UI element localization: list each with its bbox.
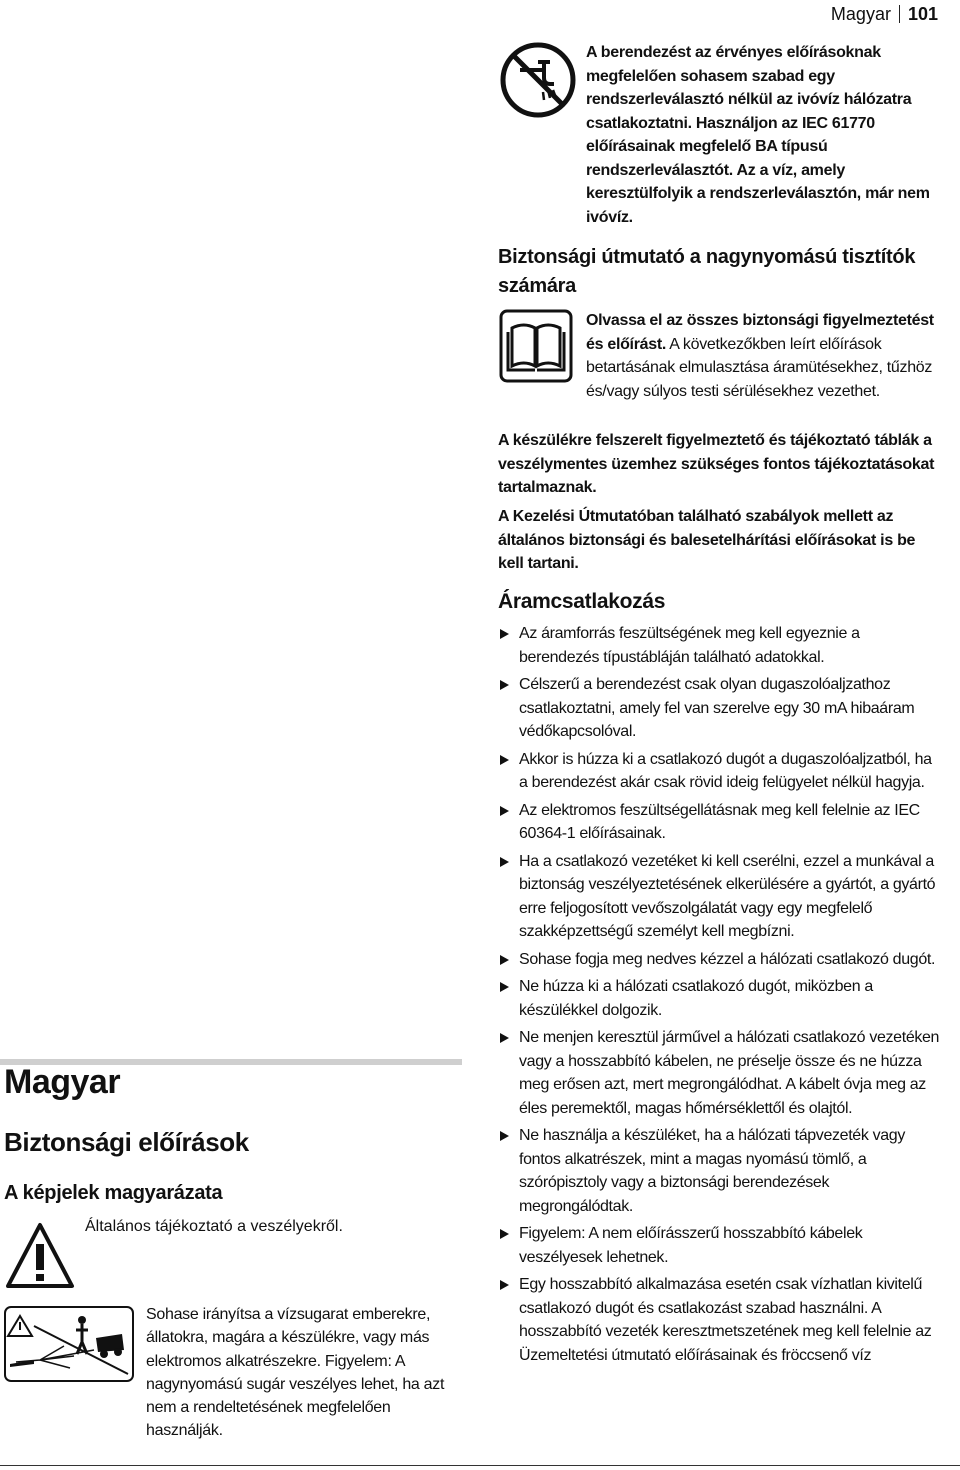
general-rules-paragraph: A Kezelési Útmutatóban található szabályok mellett az általános biztonsági és balesetelhárítási előírásokat is be kell tartani. [498, 508, 916, 572]
list-item: Akkor is húzza ki a csatlakozó dugót a dugaszolóaljzatból, ha a berendezést akár csak rövid ideig felügyelet nélkül hagyja. [498, 748, 943, 795]
section-title: Biztonsági előírások [4, 1127, 249, 1157]
general-hazard-info: Általános tájékoztató a veszélyekről. [85, 1218, 343, 1235]
list-item: Sohase fogja meg nedves kézzel a hálózati csatlakozó dugót. [498, 948, 943, 972]
read-manual-icon [498, 308, 574, 384]
warning-plates-paragraph: A készülékre felszerelt figyelmeztető és tájékoztató táblák a veszélymentes üzemhez szükséges fontos tájékoztatásokat tartalmaznak. [498, 432, 935, 496]
warning-triangle-icon [4, 1220, 76, 1292]
page-bottom-rule [0, 1465, 960, 1466]
water-warning-text: A berendezést az érvényes előírásoknak megfelelően sohasem szabad egy rendszerleválasztó nélkül az ivóvíz hálózatra csatlakoztatni. Használjon az IEC 61770 előírásainak megfelelő BA típusú rendszerleválasztót. Az a víz, amely keresztülfolyik a rendszerleválasztón, már nem ivóvíz. [586, 44, 930, 226]
header-section: Magyar [830, 4, 891, 24]
power-connection-heading: Áramcsatlakozás [498, 590, 666, 613]
bullet-triangle-icon [500, 857, 509, 867]
list-item: Ha a csatlakozó vezetéket ki kell cserélni, ezzel a munkával a biztonság veszélyeztetésének elkerülésére a gyártót, a gyártó erre feljogosított vevőszolgálatát vagy egy megfelelő szakképzettségű személyt kell megbízni. [498, 850, 943, 944]
header-separator [899, 5, 900, 23]
bullet-triangle-icon [500, 755, 509, 765]
read-instructions-bold: Olvassa el az összes biztonsági figyelmeztetést és előírást. [586, 312, 934, 353]
bullet-triangle-icon [500, 1131, 509, 1141]
bullet-triangle-icon [500, 1280, 509, 1290]
page-number: 101 [907, 4, 938, 24]
water-jet-hazard-icon [4, 1306, 134, 1382]
power-connection-list [498, 622, 943, 1371]
list-item: Az elektromos feszültségellátásnak meg kell felelnie az IEC 60364-1 előírásainak. [498, 799, 943, 846]
list-item: Egy hosszabbító alkalmazása esetén csak vízhatlan kivitelű csatlakozó dugót és csatlakozást szabad használni. A hosszabbító vezeték keresztmetszetének meg kell felelnie az Üzemeltetési útmutató előírásainak és fröccsenő víz [498, 1273, 943, 1367]
list-item: Ne húzza ki a hálózati csatlakozó dugót, miközben a készülékkel dolgozik. [498, 975, 943, 1022]
safety-heading: Biztonsági útmutató a nagynyomású tisztítók számára [498, 246, 916, 297]
bullet-triangle-icon [500, 982, 509, 992]
list-item: Célszerű a berendezést csak olyan dugaszolóaljzathoz csatlakoztatni, amely fel van szerelve egy 30 mA hibaáram védőkapcsolóval. [498, 673, 943, 744]
bullet-triangle-icon [500, 680, 509, 690]
read-instructions-text [586, 309, 946, 403]
bullet-triangle-icon [500, 1229, 509, 1239]
bullet-triangle-icon [500, 1033, 509, 1043]
subsection-title: A képjelek magyarázata [4, 1182, 223, 1204]
language-title: Magyar [4, 1063, 121, 1101]
water-jet-warning-text: Sohase irányítsa a vízsugarat emberekre, állatokra, magára a készülékre, vagy más elektromos alkatrészekre. Figyelem: A nagynyomású sugár veszélyes lehet, ha azt nem a rendeltetésének megfelelően használják. [146, 1306, 445, 1440]
list-item: Ne használja a készüléket, ha a hálózati tápvezeték vagy fontos alkatrészek, mint a magas nyomású tömlő, a szórópisztoly vagy a biztonsági berendezések megrongálódtak. [498, 1124, 943, 1218]
list-item: Az áramforrás feszültségének meg kell egyeznie a berendezés típustábláján található adatokkal. [498, 622, 943, 669]
list-item: Ne menjen keresztül járművel a hálózati csatlakozó vezetéken vagy a hosszabbító kábelen, ne préselje össze és ne húzza meg erősen azt, mert megrongálódhat. A kábelt óvja meg az éles peremektől, magas hőmérséklettől és olajtól. [498, 1026, 943, 1120]
page-header [831, 4, 938, 25]
list-item: Figyelem: A nem előírásszerű hosszabbító kábelek veszélyesek lehetnek. [498, 1222, 943, 1269]
no-drinking-water-connection-icon [498, 40, 578, 120]
bullet-triangle-icon [500, 629, 509, 639]
bullet-triangle-icon [500, 955, 509, 965]
read-instructions-rest: A következőkben leírt előírások betartásának elmulasztása áramütésekhez, tűzhöz és/vagy súlyos testi sérülésekhez vezethet. [586, 335, 933, 400]
bullet-triangle-icon [500, 806, 509, 816]
